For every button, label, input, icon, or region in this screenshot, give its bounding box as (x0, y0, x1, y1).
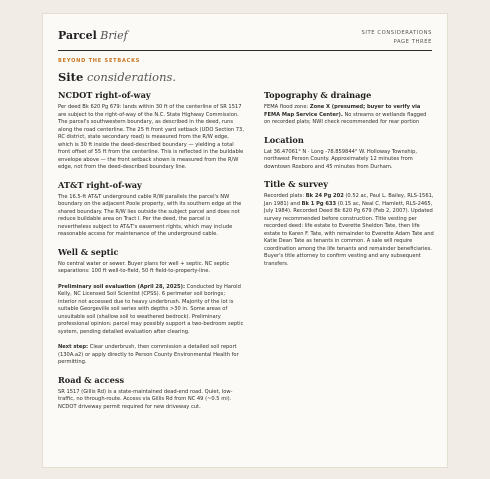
section-body: No central water or sewer. Buyer plans for well + septic. NC septic separations: 100 ft well-to-field, 50 ft field-to-property-line. (58, 260, 230, 274)
section-heading: Road & access (58, 374, 125, 385)
brand-subtitle: Brief (100, 29, 128, 42)
section-well-septic (58, 247, 244, 367)
flood-zone-value: Zone X (presumed; buyer to verify via FEMA Map Service Center). (264, 104, 421, 118)
section-heading: Title & survey (264, 179, 328, 189)
plat-ref-1: Bk 24 Pg 202 (305, 193, 344, 199)
page-title (58, 70, 176, 84)
section-body: Per deed Bk 620 Pg 679: lands within 30 ft of the centerline of SR 1517 are subject to the right-of-way of the N.C. State Highway Commission. The parcel's southwestern boundary, as described in the deed, runs along the road centerline. The 25 ft front yard setback (UDO Section 73, RC district, state secondary road) is measured from the R/W edge, which is 30 ft inside the deed-described boundary — yielding a total front offset of 55 ft from the centerline. This is reflected in the buildable envelope above — the front setback shown is measured from the R/W edge, not from the deed-described boundary line. (58, 104, 244, 170)
section-body (264, 193, 434, 268)
plat-desc-1: (0.52 ac, Paul L. Bailey, RLS-1561, Jan 1981) and (264, 193, 434, 207)
title-italic: considerations. (86, 70, 177, 84)
section-title-survey (264, 179, 434, 268)
section-att (58, 180, 244, 239)
document-page (42, 13, 448, 468)
drainage-text: No streams or wetlands flagged on recorded plats; NWI check recommended for rear portion (264, 111, 427, 125)
plat-ref-2: Bk 1 Pg 633 (301, 200, 337, 207)
page-number: PAGE THREE (393, 39, 432, 45)
page-meta (362, 29, 433, 47)
title-details: (0.15 ac, Neal C. Hamlett, RLS-2465, July 1984). Recorded Deed Bk 620 Pg 679 (Feb 2, 2007). Updated survey recommended before construction. Title vesting per recorded deed: life estate to Everette Sheldon Tate, then life estate to Karen F. Tate, with remainder to Everette Adam Tate and Katie Dean Tate as tenants in common. A sale will require coordination among the life tenants and remainder beneficiaries. Buyer's title attorney to confirm vesting and any subsequent transfers. (264, 200, 434, 267)
page-header (58, 29, 432, 51)
kicker: BEYOND THE SETBACKS (58, 58, 141, 64)
section-heading: NCDOT right-of-way (58, 90, 151, 100)
section-heading: AT&T right-of-way (58, 179, 142, 190)
soil-evaluation-text: Conducted by Harold Kelly, NC Licensed Soil Scientist (CPSS). 6 perimeter soil borings; interior not accessed due to heavy underbrush. Majority of the lot is suitable Georgeville soil series with depths >30 in. Some areas of unsuitable soil (shallow soil to weathered bedrock). Preliminary professional opinion: parcel may possibly support a two-bedroom septic system, pending detailed evaluation after clearing. (58, 283, 244, 335)
brand-name: Parcel (58, 29, 97, 42)
next-step-text: Clear underbrush, then commission a detailed soil report (130A.a2) or apply directly to Person County Environmental Health for permitting. (58, 344, 239, 365)
next-step-paragraph (58, 344, 244, 367)
right-column (264, 90, 434, 276)
section-heading: Topography & drainage (264, 90, 372, 100)
soil-evaluation-paragraph (58, 284, 244, 337)
flood-zone-label: FEMA flood zone: (264, 104, 310, 110)
section-location (264, 135, 434, 172)
section-topography (264, 90, 434, 127)
section-body: Lat 36.47061° N · Long -78.859844° W. Holloway Township, northwest Person County. Approximately 12 minutes from downtown Roxboro and 45 minutes from Durham. (264, 148, 418, 170)
title-bold: Site (58, 70, 84, 84)
next-step-label: Next step: (58, 344, 89, 350)
section-heading: Location (264, 134, 304, 145)
soil-evaluation-label: Preliminary soil evaluation (April 28, 2025): (58, 283, 186, 290)
section-ncdot (58, 90, 244, 172)
section-heading: Well & septic (58, 246, 119, 257)
section-body (264, 104, 434, 127)
section-road-access (58, 375, 244, 412)
section-body: The 16.5-ft AT&T underground cable R/W parallels the parcel's NW boundary on the adjacent Poole property, with its southern edge at the shared boundary. The R/W lies outside the subject parcel and does not reduce buildable area on Tract I. Per the deed, the parcel is nevertheless subject to AT&T's easement rights, which may include reasonable access for maintenance of the underground cable. (58, 193, 242, 237)
brand-logo (58, 29, 128, 42)
left-column (58, 90, 244, 419)
plats-label: Recorded plats: (264, 193, 306, 199)
section-body: SR 1517 (Gillis Rd) is a state-maintained dead-end road. Quiet, low-traffic, no through-route. Access via Gillis Rd from NC 49 (~0.5 mi). NCDOT driveway permit required for new driveway cut. (58, 388, 233, 410)
section-label: SITE CONSIDERATIONS (361, 30, 432, 36)
